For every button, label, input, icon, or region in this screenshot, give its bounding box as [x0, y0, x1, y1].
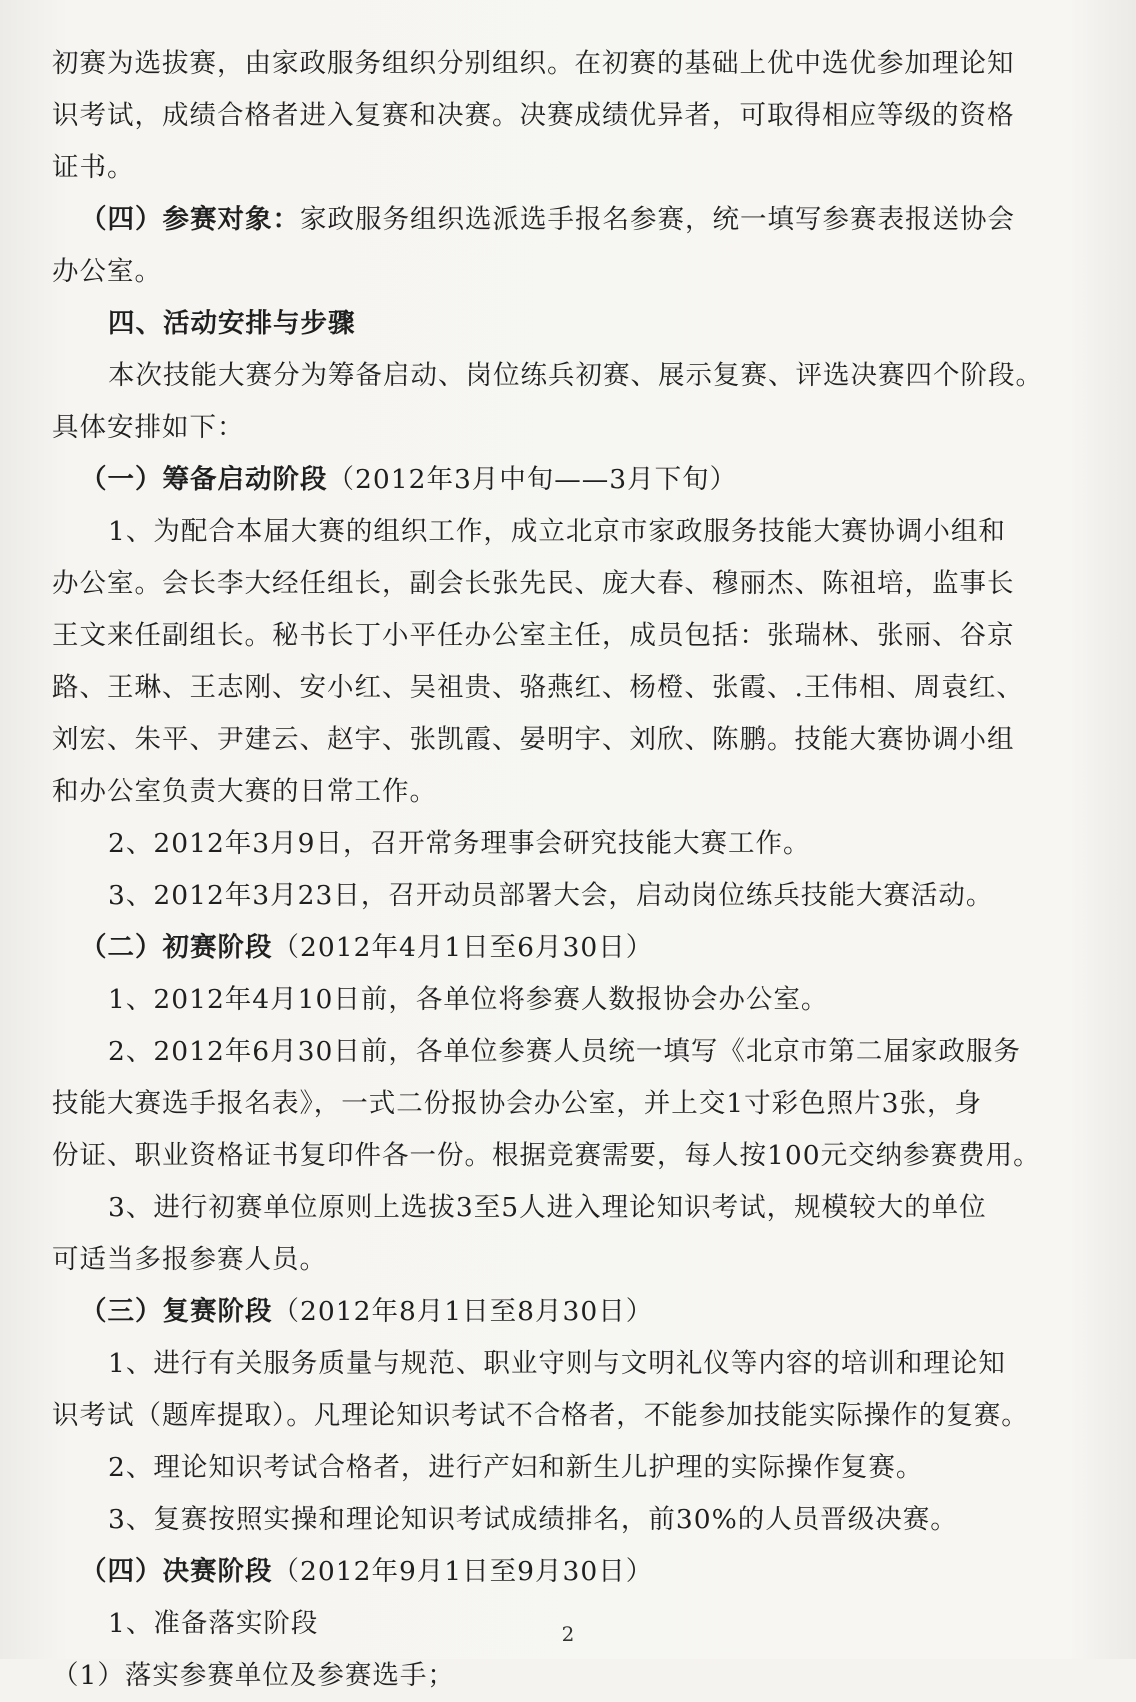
text-line [52, 818, 1092, 870]
document-body [52, 38, 1092, 1702]
section-heading [52, 298, 1092, 350]
line-text: 1、为配合本届大赛的组织工作，成立北京市家政服务技能大赛协调小组和 [108, 516, 1006, 547]
subsection-label: （四）决赛阶段 [80, 1556, 273, 1587]
line-text: 可适当多报参赛人员。 [52, 1244, 327, 1275]
line-text: 王文来任副组长。秘书长丁小平任办公室主任，成员包括：张瑞林、张丽、谷京 [52, 620, 1015, 651]
text-line [52, 90, 1092, 142]
line-text: 3、进行初赛单位原则上选拔3至5人进入理论知识考试，规模较大的单位 [108, 1192, 987, 1223]
text-line [52, 714, 1092, 766]
text-line [52, 766, 1092, 818]
text-line [52, 350, 1092, 402]
text-line [52, 1338, 1092, 1390]
text-line [52, 402, 1092, 454]
text-line [52, 610, 1092, 662]
line-text: 1、进行有关服务质量与规范、职业守则与文明礼仪等内容的培训和理论知 [108, 1348, 1006, 1379]
line-text: 识考试（题库提取）。凡理论知识考试不合格者，不能参加技能实际操作的复赛。 [52, 1400, 1029, 1431]
text-line [52, 1442, 1092, 1494]
text-line [52, 974, 1092, 1026]
text-line [52, 1234, 1092, 1286]
line-text: 办公室。 [52, 256, 162, 287]
line-text: 识考试，成绩合格者进入复赛和决赛。决赛成绩优异者，可取得相应等级的资格 [52, 100, 1015, 131]
subsection-line [52, 922, 1092, 974]
line-text: （2012年8月1日至8月30日） [272, 1296, 654, 1327]
page-number: 2 [561, 1622, 575, 1646]
subsection-label: （二）初赛阶段 [80, 932, 273, 963]
line-text: 办公室。会长李大经任组长，副会长张先民、庞大春、穆丽杰、陈祖培，监事长 [52, 568, 1015, 599]
subsection-line [52, 194, 1092, 246]
text-line [52, 246, 1092, 298]
line-text: 2、2012年6月30日前，各单位参赛人员统一填写《北京市第二届家政服务 [108, 1036, 1021, 1067]
line-text: 1、准备落实阶段 [108, 1608, 319, 1639]
line-text: （2012年3月中旬——3月下旬） [327, 464, 738, 495]
subsection-line [52, 454, 1092, 506]
text-line [52, 1182, 1092, 1234]
line-text: 家政服务组织选派选手报名参赛，统一填写参赛表报送协会 [300, 204, 1015, 235]
line-text: 初赛为选拔赛，由家政服务组织分别组织。在初赛的基础上优中选优参加理论知 [52, 48, 1015, 79]
line-text: 1、2012年4月10日前，各单位将参赛人数报协会办公室。 [108, 984, 829, 1015]
subsection-line [52, 1286, 1092, 1338]
text-line [52, 38, 1092, 90]
text-line [52, 506, 1092, 558]
line-text: 本次技能大赛分为筹备启动、岗位练兵初赛、展示复赛、评选决赛四个阶段。 [108, 360, 1043, 391]
line-text: 2、2012年3月9日，召开常务理事会研究技能大赛工作。 [108, 828, 811, 859]
subsection-label: （四）参赛对象： [80, 204, 300, 235]
line-text: 2、理论知识考试合格者，进行产妇和新生儿护理的实际操作复赛。 [108, 1452, 924, 1483]
text-line [52, 1494, 1092, 1546]
text-line [52, 142, 1092, 194]
subsection-label: （三）复赛阶段 [80, 1296, 273, 1327]
text-line [52, 1026, 1092, 1078]
line-text: 技能大赛选手报名表》，一式二份报协会办公室，并上交1寸彩色照片3张，身 [52, 1088, 982, 1119]
line-text: 证书。 [52, 152, 135, 183]
line-text: 份证、职业资格证书复印件各一份。根据竞赛需要，每人按100元交纳参赛费用。 [52, 1140, 1041, 1171]
text-line [52, 1390, 1092, 1442]
line-text: 具体安排如下： [52, 412, 245, 443]
text-line [52, 1650, 1092, 1702]
line-text: 3、2012年3月23日，召开动员部署大会，启动岗位练兵技能大赛活动。 [108, 880, 994, 911]
text-line [52, 662, 1092, 714]
subsection-line [52, 1546, 1092, 1598]
line-text: 3、复赛按照实操和理论知识考试成绩排名，前30%的人员晋级决赛。 [108, 1504, 958, 1535]
text-line [52, 1078, 1092, 1130]
subsection-label: （一）筹备启动阶段 [80, 464, 328, 495]
line-text: （2012年9月1日至9月30日） [272, 1556, 654, 1587]
line-text: 和办公室负责大赛的日常工作。 [52, 776, 437, 807]
line-text: 四、活动安排与步骤 [108, 308, 356, 339]
line-text: （2012年4月1日至6月30日） [272, 932, 654, 963]
line-text: 路、王琳、王志刚、安小红、吴祖贵、骆燕红、杨橙、张霞、.王伟相、周袁红、 [52, 672, 1024, 703]
line-text: （1）落实参赛单位及参赛选手； [52, 1660, 455, 1691]
text-line [52, 558, 1092, 610]
line-text: 刘宏、朱平、尹建云、赵宇、张凯霞、晏明宇、刘欣、陈鹏。技能大赛协调小组 [52, 724, 1015, 755]
text-line [52, 870, 1092, 922]
text-line [52, 1130, 1092, 1182]
